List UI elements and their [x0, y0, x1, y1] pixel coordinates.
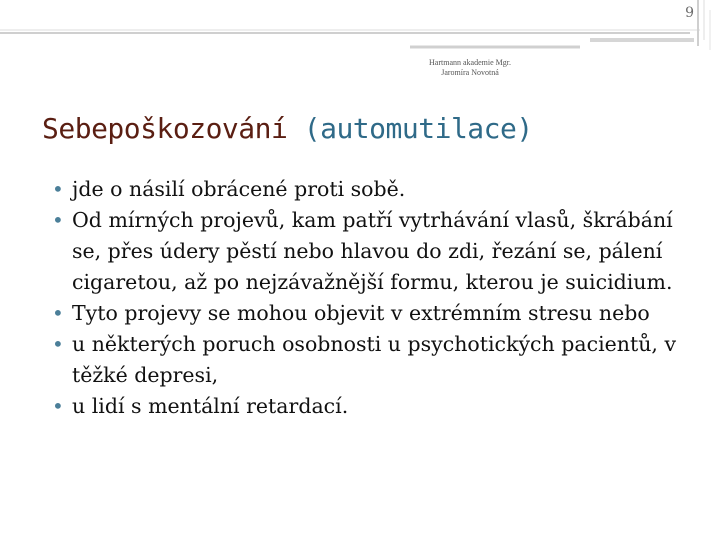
bullet-text: u lidí s mentální retardací.	[72, 394, 349, 418]
footer-text	[400, 58, 540, 78]
bullet-item	[48, 205, 708, 298]
bullet-item	[48, 174, 708, 205]
bullet-icon: •	[52, 301, 64, 325]
bullet-text: u některých poruch osobnosti u psychotických pacientů, v těžké depresi,	[72, 332, 677, 387]
bullet-text: Od mírných projevů, kam patří vytrhávání vlasů, škrábání se, přes údery pěstí nebo hlavou do zdi, řezání se, pálení cigaretou, až po nejzávažnější formu, kterou je suicidium.	[72, 208, 673, 294]
slide-number: 9	[685, 5, 694, 21]
bullet-item	[48, 298, 708, 329]
bullet-text: Tyto projevy se mohou objevit v extrémním stresu nebo	[72, 301, 650, 325]
bullet-icon: •	[52, 394, 64, 418]
bullet-icon: •	[52, 208, 64, 232]
slide-title	[42, 112, 533, 145]
footer-line-2: Jaromíra Novotná	[441, 68, 499, 77]
header-decoration	[0, 0, 720, 60]
bullet-icon: •	[52, 177, 64, 201]
title-main: Sebepoškozování	[42, 112, 288, 145]
title-sub: (automutilace)	[303, 112, 533, 145]
footer-line-1: Hartmann akademie Mgr.	[429, 58, 511, 67]
bullet-item	[48, 329, 708, 391]
bullet-icon: •	[52, 332, 64, 356]
bullet-item	[48, 391, 708, 422]
bullet-text: jde o násilí obrácené proti sobě.	[72, 177, 406, 201]
bullet-list	[48, 174, 708, 422]
